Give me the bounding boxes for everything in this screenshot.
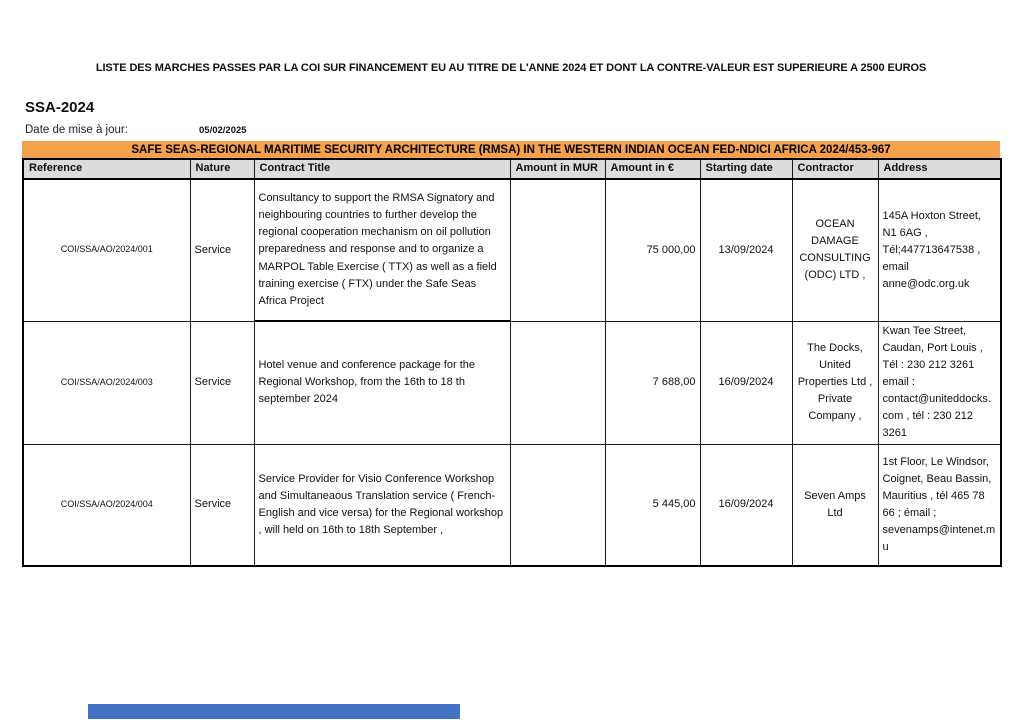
header-reference: Reference: [23, 159, 190, 179]
update-date-label: Date de mise à jour:: [25, 124, 128, 136]
cell-starting-date: 16/09/2024: [700, 444, 792, 566]
cell-amount-eur: 5 445,00: [605, 444, 700, 566]
section-code: SSA-2024: [25, 99, 95, 116]
table-row: [23, 321, 1001, 444]
cell-reference: COI/SSA/AO/2024/001: [23, 179, 190, 321]
cell-amount-mur: [510, 321, 605, 444]
header-contract-title: Contract Title: [254, 159, 510, 179]
cell-nature: Service: [190, 444, 254, 566]
header-amount-eur: Amount in €: [605, 159, 700, 179]
table-row: [23, 179, 1001, 321]
cell-address: 1st Floor, Le Windsor, Coignet, Beau Bassin, Mauritius , tél 465 78 66 ; émail ; sevenamps@intenet.mu: [878, 444, 1001, 566]
cell-amount-eur: 7 688,00: [605, 321, 700, 444]
cell-contractor: Seven Amps Ltd: [792, 444, 878, 566]
cell-starting-date: 16/09/2024: [700, 321, 792, 444]
table-header-row: [23, 159, 1001, 179]
cell-amount-eur: 75 000,00: [605, 179, 700, 321]
header-amount-mur: Amount in MUR: [510, 159, 605, 179]
header-nature: Nature: [190, 159, 254, 179]
cell-nature: Service: [190, 179, 254, 321]
header-contractor: Contractor: [792, 159, 878, 179]
update-date-value: 05/02/2025: [199, 125, 247, 136]
cell-starting-date: 13/09/2024: [700, 179, 792, 321]
program-banner: SAFE SEAS-REGIONAL MARITIME SECURITY ARCHITECTURE (RMSA) IN THE WESTERN INDIAN OCEAN FED-NDICI AFRICA 2024/453-967: [22, 141, 1000, 158]
cell-contractor: OCEAN DAMAGE CONSULTING (ODC) LTD ,: [792, 179, 878, 321]
cell-contract-title: Hotel venue and conference package for the Regional Workshop, from the 16th to 18 th september 2024: [254, 321, 510, 444]
cell-address: Kwan Tee Street, Caudan, Port Louis , Tél : 230 212 3261 email : contact@uniteddocks.com , tél : 230 212 3261: [878, 321, 1001, 444]
document-title: LISTE DES MARCHES PASSES PAR LA COI SUR FINANCEMENT EU AU TITRE DE L'ANNE 2024 ET DONT LA CONTRE-VALEUR EST SUPERIEURE A 2500 EUROS: [95, 62, 927, 74]
cell-contractor: The Docks, United Properties Ltd , Private Company ,: [792, 321, 878, 444]
cell-reference: COI/SSA/AO/2024/004: [23, 444, 190, 566]
cell-contract-title: Service Provider for Visio Conference Workshop and Simultaneaous Translation service ( French-English and vice versa) for the Regional workshop , will held on 16th to 18th September ,: [254, 444, 510, 566]
cell-amount-mur: [510, 179, 605, 321]
cell-address: 145A Hoxton Street, N1 6AG , Tél;447713647538 , email anne@odc.org.uk: [878, 179, 1001, 321]
cell-reference: COI/SSA/AO/2024/003: [23, 321, 190, 444]
cell-amount-mur: [510, 444, 605, 566]
blue-bar: [88, 704, 460, 719]
table-row: [23, 444, 1001, 566]
cell-nature: Service: [190, 321, 254, 444]
header-starting-date: Starting date: [700, 159, 792, 179]
contracts-table: [22, 158, 1002, 567]
cell-contract-title: Consultancy to support the RMSA Signatory and neighbouring countries to further develop the regional cooperation mechanism on oil pollution preparedness and response and to organize a MARPOL Table Exercise ( TTX) as well as a field training exercise ( FTX) under the Safe Seas Africa Project: [254, 179, 510, 321]
header-address: Address: [878, 159, 1001, 179]
